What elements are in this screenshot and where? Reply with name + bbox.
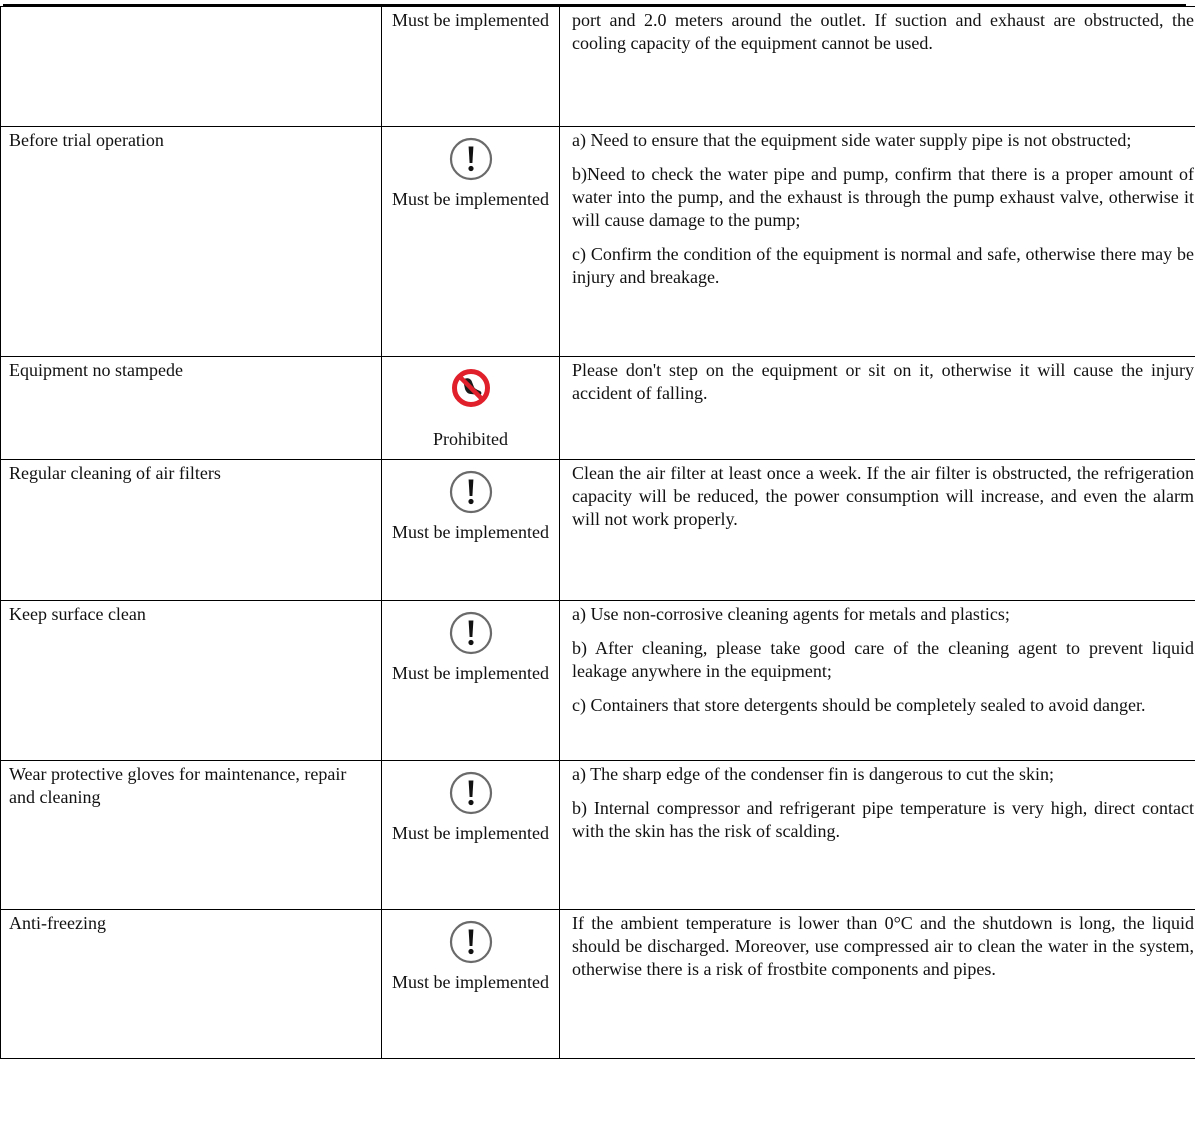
item-cell	[1, 7, 382, 127]
description-paragraph: Please don't step on the equipment or sit on it, otherwise it will cause the injury accident of falling.	[572, 360, 1194, 403]
description-paragraph: port and 2.0 meters around the outlet. If suction and exhaust are obstructed, the cooling capacity of the equipment cannot be used.	[572, 10, 1194, 53]
mark-cell	[382, 601, 560, 761]
item-cell	[1, 357, 382, 460]
description-paragraph: a) Use non-corrosive cleaning agents for metals and plastics;	[572, 604, 1010, 624]
description-paragraph: c) Containers that store detergents should be completely sealed to avoid danger.	[572, 695, 1146, 715]
description-paragraph: b)Need to check the water pipe and pump, confirm that there is a proper amount of water into the pump, and the exhaust is through the pump exhaust valve, otherwise it will cause damage to the pump;	[572, 164, 1194, 230]
item-cell	[1, 127, 382, 357]
table-row	[1, 761, 1195, 910]
item-title: Anti-freezing	[9, 913, 106, 933]
description-paragraph: b) Internal compressor and refrigerant pipe temperature is very high, direct contact with the skin has the risk of scalding.	[572, 798, 1194, 841]
item-cell	[1, 601, 382, 761]
description-cell	[560, 601, 1195, 761]
description-cell	[560, 127, 1195, 357]
table-row	[1, 7, 1195, 127]
item-title: Keep surface clean	[9, 604, 146, 624]
table-row	[1, 357, 1195, 460]
mark-label: Prohibited	[433, 429, 508, 449]
item-title: Regular cleaning of air filters	[9, 463, 221, 483]
item-cell	[1, 761, 382, 910]
table-row	[1, 601, 1195, 761]
mark-cell	[382, 910, 560, 1059]
item-title: Before trial operation	[9, 130, 164, 150]
exclamation-circle-icon	[448, 919, 494, 965]
description-paragraph: c) Confirm the condition of the equipment is normal and safe, otherwise there may be injury and breakage.	[572, 244, 1194, 287]
table-row	[1, 460, 1195, 601]
description-paragraph: a) Need to ensure that the equipment side water supply pipe is not obstructed;	[572, 130, 1132, 150]
mark-cell	[382, 357, 560, 460]
exclamation-circle-icon	[448, 610, 494, 656]
no-stepping-icon	[451, 368, 491, 408]
item-cell	[1, 460, 382, 601]
description-cell	[560, 460, 1195, 601]
item-cell	[1, 910, 382, 1059]
description-cell	[560, 7, 1195, 127]
safety-precautions-table	[0, 6, 1195, 1059]
description-cell	[560, 910, 1195, 1059]
mark-label: Must be implemented	[392, 823, 549, 843]
exclamation-circle-icon	[448, 770, 494, 816]
description-paragraph: Clean the air filter at least once a week. If the air filter is obstructed, the refrigeration capacity will be reduced, the power consumption will increase, and even the alarm will not work properly.	[572, 463, 1194, 529]
table-row	[1, 127, 1195, 357]
description-paragraph: If the ambient temperature is lower than 0°C and the shutdown is long, the liquid should be discharged. Moreover, use compressed air to clean the water in the system, otherwise there is a risk of frostbite components and pipes.	[572, 913, 1194, 979]
exclamation-circle-icon	[448, 469, 494, 515]
mark-cell	[382, 761, 560, 910]
table-row	[1, 910, 1195, 1059]
mark-label: Must be implemented	[392, 10, 549, 30]
item-title: Equipment no stampede	[9, 360, 183, 380]
mark-label: Must be implemented	[392, 189, 549, 209]
exclamation-circle-icon	[448, 136, 494, 182]
mark-cell	[382, 127, 560, 357]
mark-label: Must be implemented	[392, 972, 549, 992]
mark-cell	[382, 7, 560, 127]
description-cell	[560, 357, 1195, 460]
mark-label: Must be implemented	[392, 663, 549, 683]
mark-cell	[382, 460, 560, 601]
item-title: Wear protective gloves for maintenance, repair and cleaning	[9, 764, 347, 807]
description-paragraph: b) After cleaning, please take good care of the cleaning agent to prevent liquid leakage anywhere in the equipment;	[572, 638, 1194, 681]
mark-label: Must be implemented	[392, 522, 549, 542]
description-cell	[560, 761, 1195, 910]
description-paragraph: a) The sharp edge of the condenser fin is dangerous to cut the skin;	[572, 764, 1055, 784]
